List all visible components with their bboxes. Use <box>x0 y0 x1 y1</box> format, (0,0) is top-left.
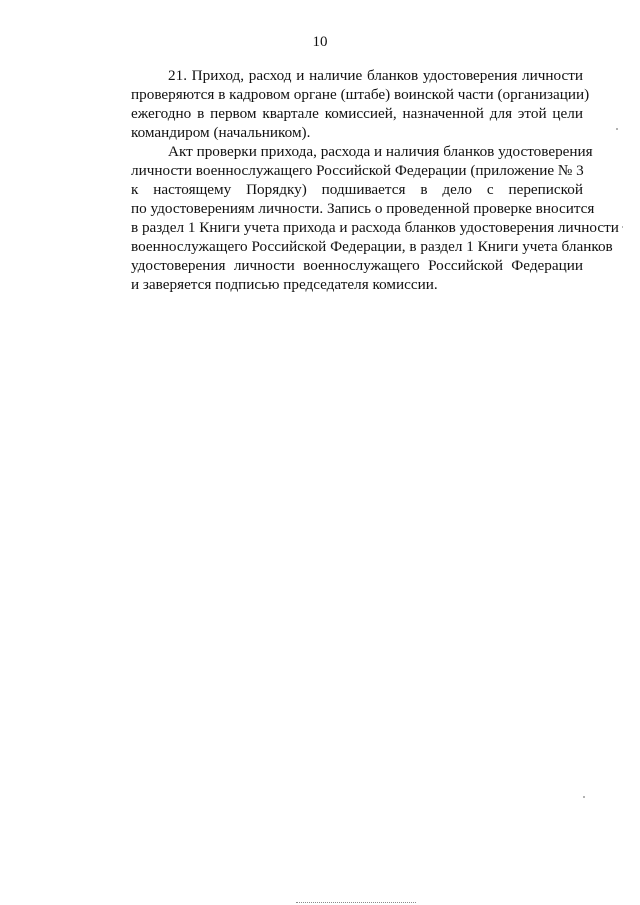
text-line: ежегодно в первом квартале комиссией, назначенной для этой цели <box>131 105 583 122</box>
paragraph-act <box>94 142 619 294</box>
text-line: по удостоверениям личности. Запись о проведенной проверке вносится <box>131 200 595 217</box>
text-line: к настоящему Порядку) подшивается в дело с перепиской <box>131 181 583 198</box>
text-line: 21. Приход, расход и наличие бланков удостоверения личности <box>168 67 583 84</box>
text-line: в раздел 1 Книги учета прихода и расхода бланков удостоверения личности <box>131 219 619 236</box>
text-line: и заверяется подписью председателя комиссии. <box>131 276 438 293</box>
page-number: 10 <box>312 34 328 50</box>
text-line: командиром (начальником). <box>131 124 311 141</box>
text-line: проверяются в кадровом органе (штабе) воинской части (организации) <box>131 86 590 103</box>
document-body <box>94 66 619 294</box>
scan-speck <box>622 226 623 228</box>
scan-speck <box>616 128 618 130</box>
scan-edge-mark <box>296 902 416 904</box>
paragraph-21 <box>94 66 590 142</box>
text-line: военнослужащего Российской Федерации, в раздел 1 Книги учета бланков <box>131 238 613 255</box>
scan-speck <box>583 796 585 798</box>
text-line: личности военнослужащего Российской Федерации (приложение № 3 <box>131 162 584 179</box>
text-line: Акт проверки прихода, расхода и наличия бланков удостоверения <box>168 143 593 160</box>
text-line: удостоверения личности военнослужащего Российской Федерации <box>131 257 583 274</box>
